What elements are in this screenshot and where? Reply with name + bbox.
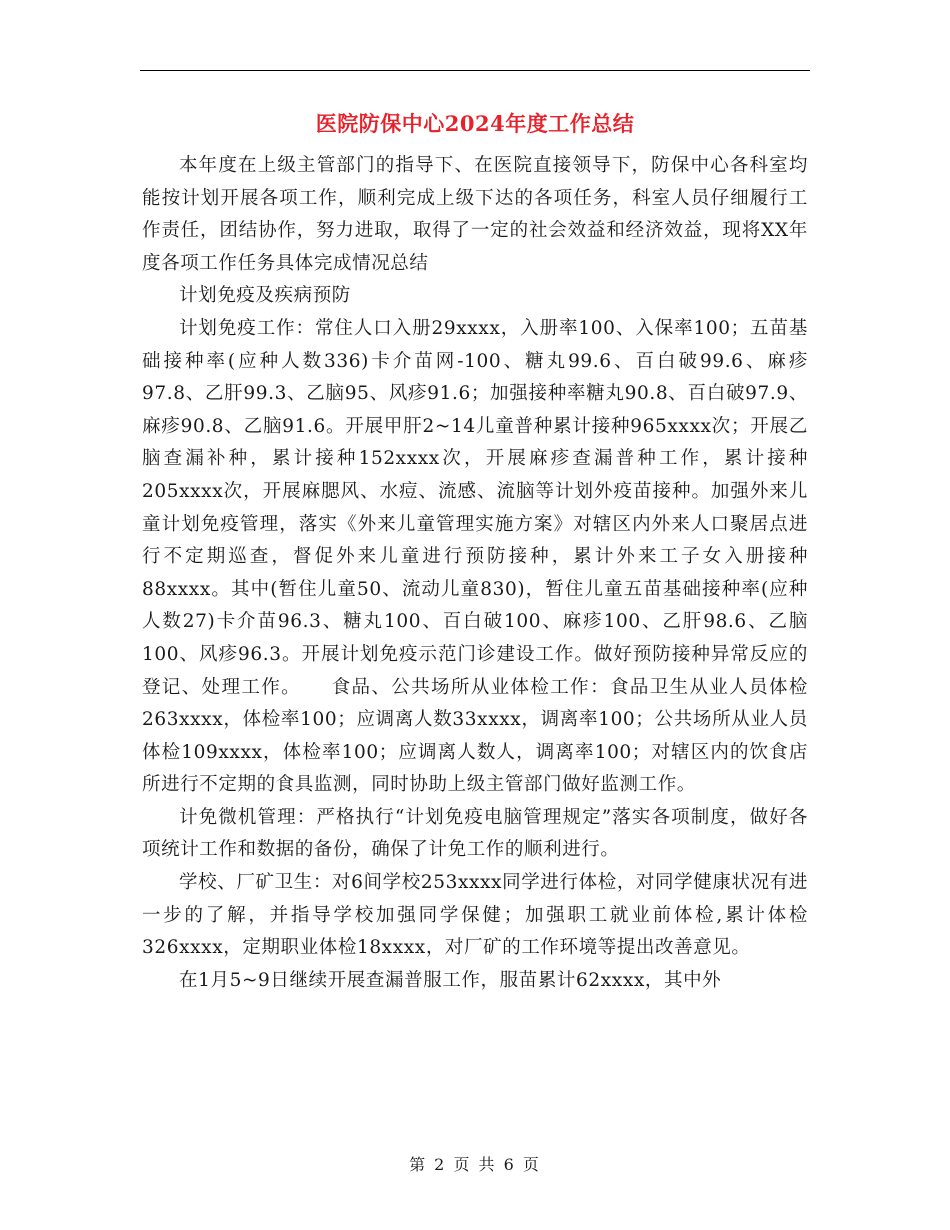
paragraph-computer-management: 计免微机管理：严格执行“计划免疫电脑管理规定”落实各项制度，做好各项统计工作和数据的备份，确保了计免工作的顺利进行。	[142, 806, 808, 861]
document-title: 医院防保中心2024年度工作总结	[315, 111, 635, 136]
paragraph-intro: 本年度在上级主管部门的指导下、在医院直接领导下，防保中心各科室均能按计划开展各项工作，顺利完成上级下达的各项任务，科室人员仔细履行工作责任，团结协作，努力进取，取得了一定的社会效益和经济效益，现将XX年度各项工作任务具体完成情况总结	[142, 155, 808, 274]
paragraph-immunization: 计划免疫工作：常住人口入册29xxxx，入册率100、入保率100；五苗基础接种率(应种人数336)卡介苗网-100、糖丸99.6、百白破99.6、麻疹97.8、乙肝99.3、乙脑95、风疹91.6；加强接种率糖丸90.8、百白破97.9、麻疹90.8、乙脑91.6。开展甲肝2~14儿童普种累计接种965xxxx次；开展乙脑查漏补种，累计接种152xxxx次，开展麻疹查漏普种工作，累计接种205xxxx次，开展麻腮风、水痘、流感、流脑等计划外疫苗接种。加强外来儿童计划免疫管理，落实《外来儿童管理实施方案》对辖区内外来人口聚居点进行不定期巡查，督促外来儿童进行预防接种，累计外来工子女入册接种88xxxx。其中(暂住儿童50、流动儿童830)，暂住儿童五苗基础接种率(应种人数27)卡介苗96.3、糖丸100、百白破100、麻疹100、乙肝98.6、乙脑100、风疹96.3。开展计划免疫示范门诊建设工作。做好预防接种异常反应的登记、处理工作。 食品、公共场所从业体检工作：食品卫生从业人员体检263xxxx，体检率100；应调离人数33xxxx，调离率100；公共场所从业人员体检109xxxx，体检率100；应调离人数人，调离率100；对辖区内的饮食店所进行不定期的食具监测，同时协助上级主管部门做好监测工作。	[142, 317, 808, 796]
page-number-footer: 第 2 页 共 6 页	[409, 1155, 541, 1174]
paragraph-section-heading: 计划免疫及疾病预防	[179, 285, 351, 307]
paragraph-school-factory-health: 学校、厂矿卫生：对6间学校253xxxx同学进行体检，对同学健康状况有进一步的了解，并指导学校加强同学保健；加强职工就业前体检,累计体检326xxxx，定期职业体检18xxxx，对厂矿的工作环境等提出改善意见。	[142, 872, 808, 959]
document-body	[142, 150, 808, 997]
paragraph-catch-up-vaccination: 在1月5~9日继续开展查漏普服工作，服苗累计62xxxx，其中外	[179, 969, 722, 991]
header-rule	[140, 70, 810, 71]
